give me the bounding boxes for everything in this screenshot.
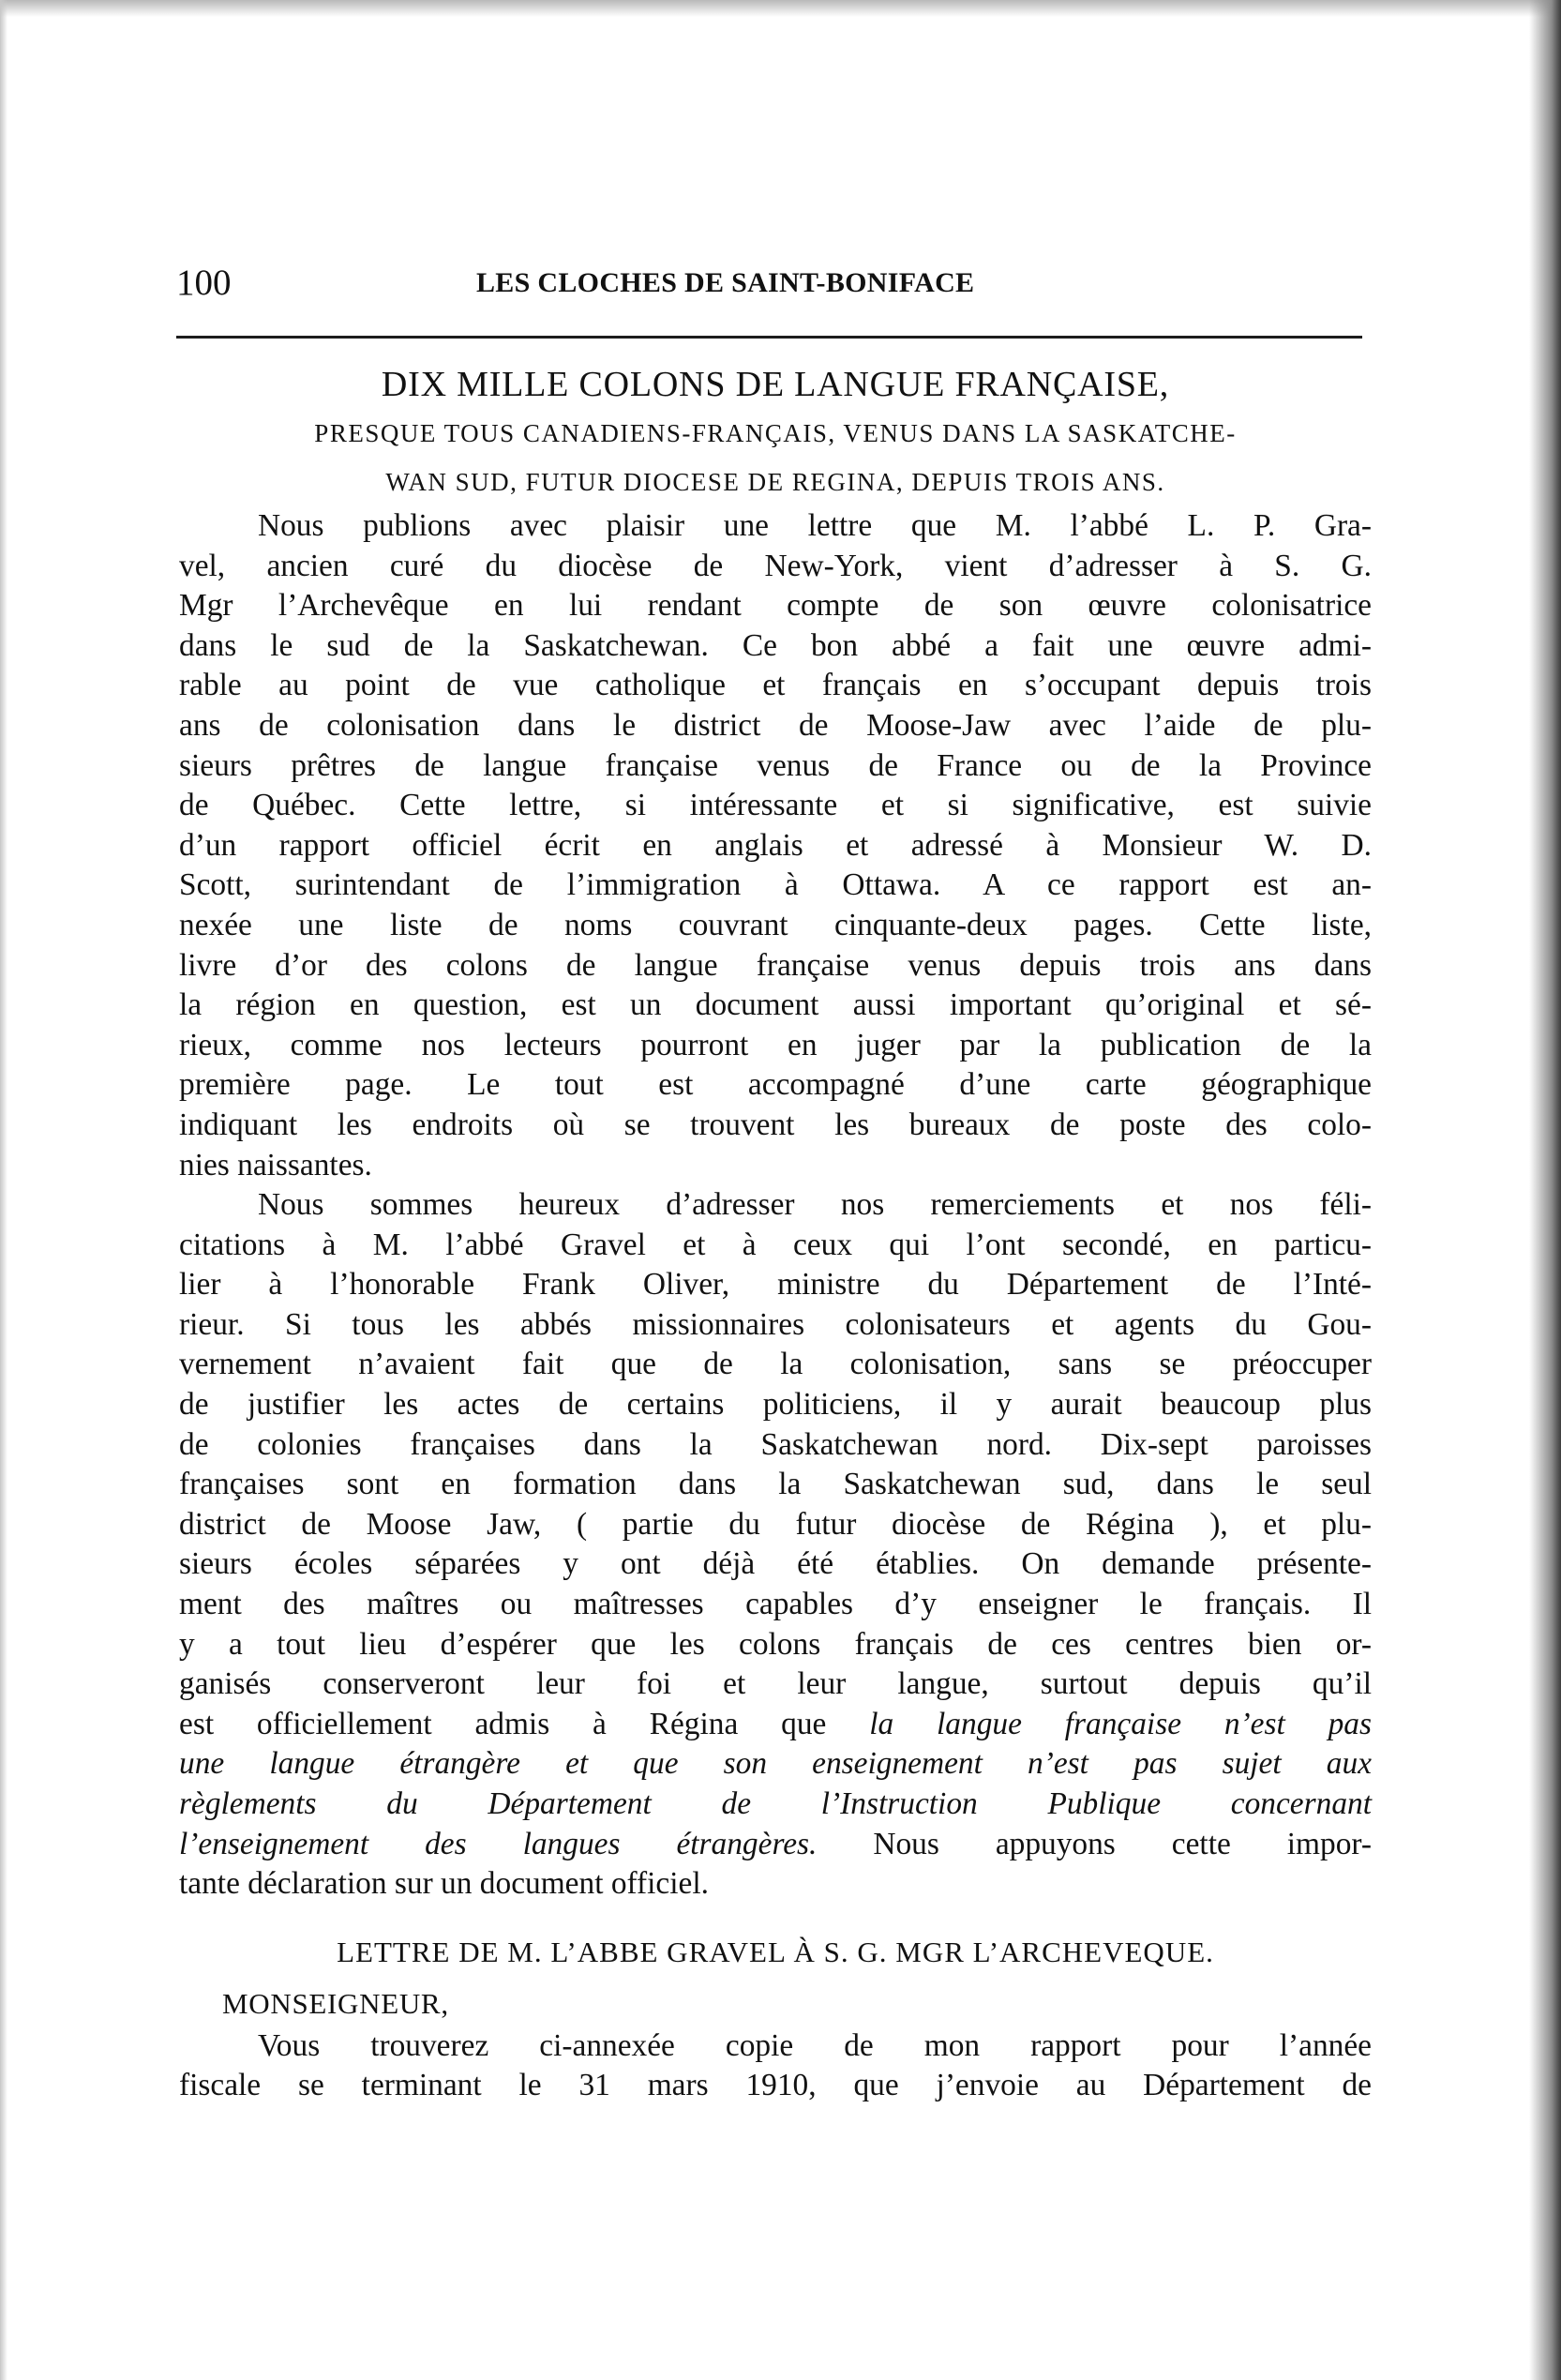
paragraph-2	[179, 1185, 1372, 1905]
paragraph-2-italic-line: une langue étrangère et que son enseignement n’est pas sujet aux	[179, 1746, 1372, 1782]
paragraph-1-line: nies naissantes.	[179, 1147, 372, 1182]
paragraph-2-italic-line: règlements du Département de l’Instruction Publique concernant	[179, 1786, 1372, 1821]
paragraph-1-line: de Québec. Cette lettre, si intéressante et si significative, est suivie	[179, 788, 1372, 823]
paragraph-2-line: françaises sont en formation dans la Saskatchewan sud, dans le seul	[179, 1467, 1372, 1502]
paragraph-2-italic-text: la langue française n’est pas	[869, 1706, 1372, 1741]
article-title: DIX MILLE COLONS DE LANGUE FRANÇAISE,	[381, 365, 1170, 404]
running-title: LES CLOCHES DE SAINT-BONIFACE	[476, 267, 975, 298]
paragraph-2-line: rieur. Si tous les abbés missionnaires colonisateurs et agents du Gou-	[179, 1306, 1372, 1342]
paragraph-1-line: vel, ancien curé du diocèse de New-York, vient d’adresser à S. G.	[179, 548, 1372, 583]
paragraph-2-roman-text: est officiellement admis à Régina que	[179, 1706, 870, 1741]
paragraph-1-line: Nous publions avec plaisir une lettre que M. l’abbé L. P. Gra-	[258, 508, 1372, 543]
article-subtitle-line-2: WAN SUD, FUTUR DIOCESE DE REGINA, DEPUIS TROIS ANS.	[385, 468, 1165, 496]
paragraph-2-line: ganisés conserveront leur foi et leur langue, surtout depuis qu’il	[179, 1666, 1372, 1702]
paragraph-1	[179, 506, 1372, 1185]
paragraph-2-line: lier à l’honorable Frank Oliver, ministre du Département de l’Inté-	[179, 1267, 1372, 1303]
paragraph-2-mixed-line	[179, 1825, 1372, 1865]
letter-body	[179, 2026, 1372, 2106]
paragraph-2-line: sieurs écoles séparées y ont déjà été établies. On demande présente-	[179, 1546, 1372, 1582]
paragraph-1-line: dans le sud de la Saskatchewan. Ce bon abbé a fait une œuvre admi-	[179, 627, 1372, 663]
paragraph-1-line: nexée une liste de noms couvrant cinquante-deux pages. Cette liste,	[179, 907, 1372, 942]
header-rule	[176, 336, 1362, 339]
paragraph-2-mixed-line	[179, 1705, 1372, 1745]
paragraph-2-line: tante déclaration sur un document officiel.	[179, 1866, 709, 1902]
article-text	[179, 360, 1372, 2106]
paragraph-1-line: sieurs prêtres de langue française venus de France ou de la Province	[179, 747, 1372, 783]
paragraph-2-line: citations à M. l’abbé Gravel et à ceux qui l’ont secondé, en particu-	[179, 1227, 1372, 1262]
paragraph-2-line: y a tout lieu d’espérer que les colons français de ces centres bien or-	[179, 1626, 1372, 1662]
paragraph-1-line: livre d’or des colons de langue française venus depuis trois ans dans	[179, 947, 1372, 983]
running-head	[176, 259, 1362, 308]
article-subtitle-line-1: PRESQUE TOUS CANADIENS-FRANÇAIS, VENUS DANS LA SASKATCHE-	[314, 419, 1237, 447]
paragraph-1-line: rable au point de vue catholique et français en s’occupant depuis trois	[179, 668, 1372, 703]
paragraph-2-line: Nous sommes heureux d’adresser nos remerciements et nos féli-	[258, 1187, 1372, 1223]
letter-body-line: Vous trouverez ci-annexée copie de mon rapport pour l’année	[258, 2027, 1372, 2063]
paragraph-2-line: vernement n’avaient fait que de la colonisation, sans se préoccuper	[179, 1347, 1372, 1382]
letter-body-line: fiscale se terminant le 31 mars 1910, que j’envoie au Département de	[179, 2068, 1372, 2103]
paragraph-2-italic-text: l’enseignement des langues étrangères.	[179, 1826, 818, 1861]
paragraph-2-line: district de Moose Jaw, ( partie du futur diocèse de Régina ), et plu-	[179, 1506, 1372, 1542]
scan-top-edge	[0, 0, 1561, 17]
paragraph-1-line: la région en question, est un document aussi important qu’original et sé-	[179, 987, 1372, 1023]
paragraph-1-line: première page. Le tout est accompagné d’une carte géographique	[179, 1067, 1372, 1103]
paragraph-1-line: ans de colonisation dans le district de Moose-Jaw avec l’aide de plu-	[179, 707, 1372, 743]
paragraph-2-line: ment des maîtres ou maîtresses capables d’y enseigner le français. Il	[179, 1587, 1372, 1622]
letter-salutation: MONSEIGNEUR,	[222, 1986, 449, 2020]
paragraph-1-line: indiquant les endroits où se trouvent les bureaux de poste des colo-	[179, 1107, 1372, 1142]
paragraph-1-line: d’un rapport officiel écrit en anglais et adressé à Monsieur W. D.	[179, 827, 1372, 863]
paragraph-1-line: Mgr l’Archevêque en lui rendant compte de son œuvre colonisatrice	[179, 588, 1372, 624]
scan-right-edge	[1529, 0, 1561, 2380]
paragraph-2-roman-text: Nous appuyons cette impor-	[817, 1826, 1372, 1861]
letter-heading: LETTRE DE M. L’ABBE GRAVEL À S. G. MGR L’ARCHEVEQUE.	[337, 1935, 1214, 1968]
paragraph-1-line: rieux, comme nos lecteurs pourront en juger par la publication de la	[179, 1027, 1372, 1062]
paragraph-1-line: Scott, surintendant de l’immigration à Ottawa. A ce rapport est an-	[179, 867, 1372, 903]
page-number: 100	[176, 263, 232, 303]
paragraph-2-line: de colonies françaises dans la Saskatchewan nord. Dix-sept paroisses	[179, 1426, 1372, 1462]
scan-left-edge	[0, 0, 8, 2380]
paragraph-2-line: de justifier les actes de certains politiciens, il y aurait beaucoup plus	[179, 1387, 1372, 1423]
